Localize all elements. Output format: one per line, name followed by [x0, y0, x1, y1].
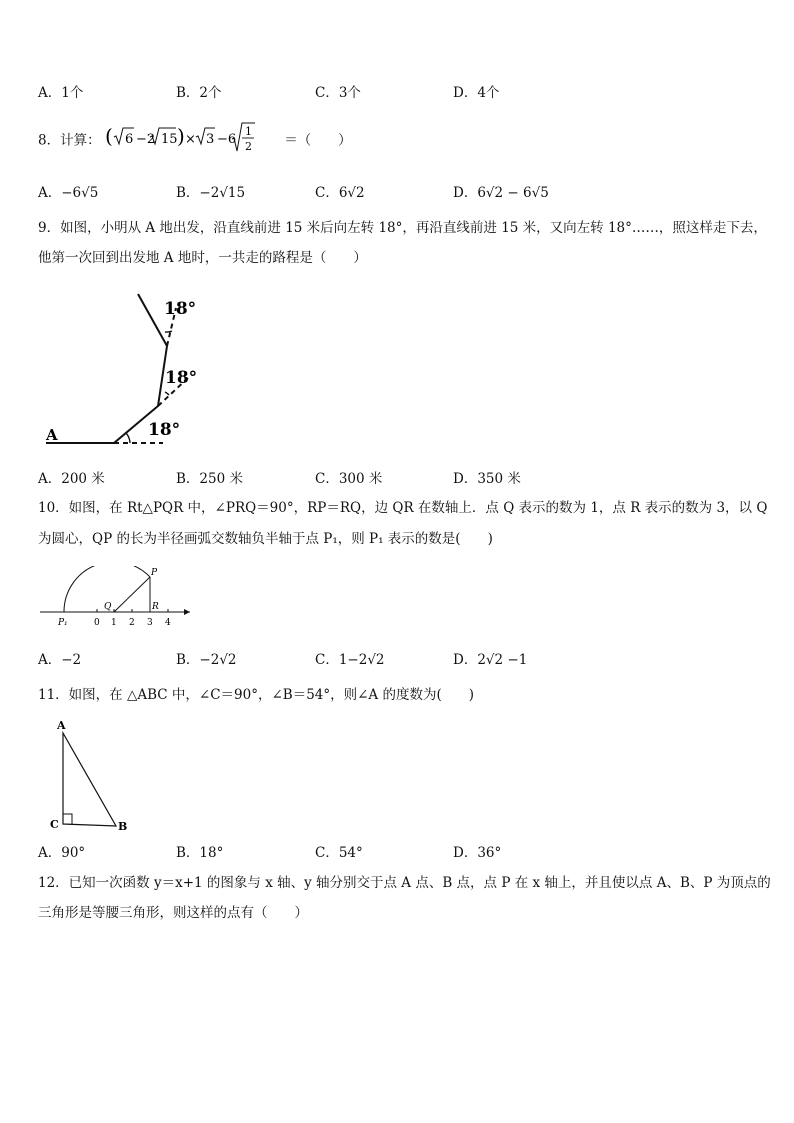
q10-tick-2: 2 [129, 618, 135, 628]
q10-option-b-math: −2√2 [199, 652, 237, 668]
q10-option-d-label: D． [453, 652, 478, 668]
q7-options [38, 81, 738, 103]
q12-stem-line2: 三角形是等腰三角形，则这样的点有（ ） [38, 905, 308, 921]
q8-option-a-math: −6√5 [61, 185, 99, 201]
q9-stem-line2: 他第一次回到出发地 A 地时，一共走的路程是（ ） [38, 250, 367, 266]
q12-stem-line1: 12．已知一次函数 y＝x+1 的图象与 x 轴、y 轴分别交于点 A 点、B 点，点 P 在 x 轴上，并且使以点 A、B、P 为顶点的 [38, 875, 771, 891]
q11-figure [44, 716, 144, 836]
q8-stem [38, 124, 352, 154]
svg-text:−2: −2 [135, 132, 156, 147]
q10-stem-line2: 为圆心，QP 的长为半径画弧交数轴负半轴于点 P₁，则 P₁ 表示的数是( ) [38, 531, 493, 547]
q9-stem-line1: 9．如图，小明从 A 地出发，沿直线前进 15 米后向左转 18°，再沿直线前进 15 米，又向左转 18°……，照这样走下去， [38, 220, 767, 236]
q10-stem-line1: 10．如图，在 Rt△PQR 中，∠PRQ＝90°，RP＝RQ，边 QR 在数轴上．点 Q 表示的数为 1，点 R 表示的数为 3，以 Q [38, 500, 768, 516]
q9-angle-2: 18° [165, 368, 198, 388]
q8-option-a [38, 181, 98, 201]
q8-option-c-math: 6√2 [338, 185, 365, 201]
q7-option-d: D．4个 [453, 85, 500, 101]
svg-text:): ) [176, 124, 185, 148]
q10-option-d-math: 2√2 −1 [477, 652, 528, 668]
q9-option-c: C．300 米 [315, 471, 383, 487]
q8-prefix: 8．计算： [38, 132, 101, 149]
q9-angle-3: 18° [164, 299, 197, 319]
q9-label-a: A [46, 426, 58, 444]
svg-text:(: ( [104, 124, 113, 148]
q11-stem: 11．如图，在 △ABC 中，∠C＝90°，∠B＝54°，则∠A 的度数为( ) [38, 687, 475, 703]
svg-text:3: 3 [205, 132, 215, 147]
q11-option-c: C．54° [315, 845, 363, 861]
q9-options [38, 467, 738, 489]
q10-figure [38, 566, 198, 630]
q10-options [38, 648, 738, 670]
svg-text:6: 6 [124, 132, 134, 147]
q10-option-c [315, 648, 385, 668]
q8-option-b-label: B． [176, 185, 200, 201]
q9-option-b: B．250 米 [176, 471, 243, 487]
q9-option-a: A．200 米 [38, 471, 105, 487]
q11-label-a: A [57, 719, 66, 732]
q8-expression [105, 122, 280, 154]
svg-text:−6: −6 [216, 132, 237, 147]
q8-suffix: ＝（ ） [284, 132, 352, 149]
svg-text:2: 2 [244, 140, 252, 153]
q10-option-d [453, 648, 527, 668]
q9-figure [38, 288, 208, 452]
q8-option-c [315, 181, 365, 201]
q11-label-b: B [118, 820, 128, 833]
q10-option-b [176, 648, 237, 668]
q11-options [38, 841, 738, 863]
q8-option-d-label: D． [453, 185, 478, 201]
svg-text:1: 1 [244, 125, 252, 138]
q10-option-a: A．−2 [38, 652, 82, 668]
q11-label-c: C [50, 818, 59, 831]
q10-label-p: P [151, 568, 158, 578]
q10-tick-1: 1 [111, 618, 117, 628]
q10-option-c-label: C． [315, 652, 339, 668]
q8-option-a-label: A． [38, 185, 62, 201]
q10-option-b-label: B． [176, 652, 200, 668]
q11-option-b: B．18° [176, 845, 224, 861]
svg-text:×: × [184, 132, 196, 147]
q10-tick-4: 4 [165, 618, 171, 628]
q10-label-p1: P₁ [58, 618, 68, 628]
q11-option-d: D．36° [453, 845, 502, 861]
svg-text:15: 15 [160, 132, 178, 147]
q10-tick-3: 3 [147, 618, 153, 628]
q10-tick-0: 0 [94, 618, 100, 628]
q8-option-d-math: 6√2 − 6√5 [477, 185, 549, 201]
q8-options [38, 181, 738, 203]
q11-option-a: A．90° [38, 845, 86, 861]
q10-option-c-math: 1−2√2 [338, 652, 385, 668]
q7-option-c: C．3个 [315, 85, 361, 101]
q9-option-d: D．350 米 [453, 471, 521, 487]
q8-option-b-math: −2√15 [199, 185, 246, 201]
q7-option-a: A．1个 [38, 85, 84, 101]
q10-label-q: Q [104, 602, 112, 612]
q7-option-b: B．2个 [176, 85, 222, 101]
q10-label-r: R [152, 602, 159, 612]
q8-option-d [453, 181, 549, 201]
q9-angle-1: 18° [148, 420, 181, 440]
q8-option-b [176, 181, 245, 201]
q8-option-c-label: C． [315, 185, 339, 201]
